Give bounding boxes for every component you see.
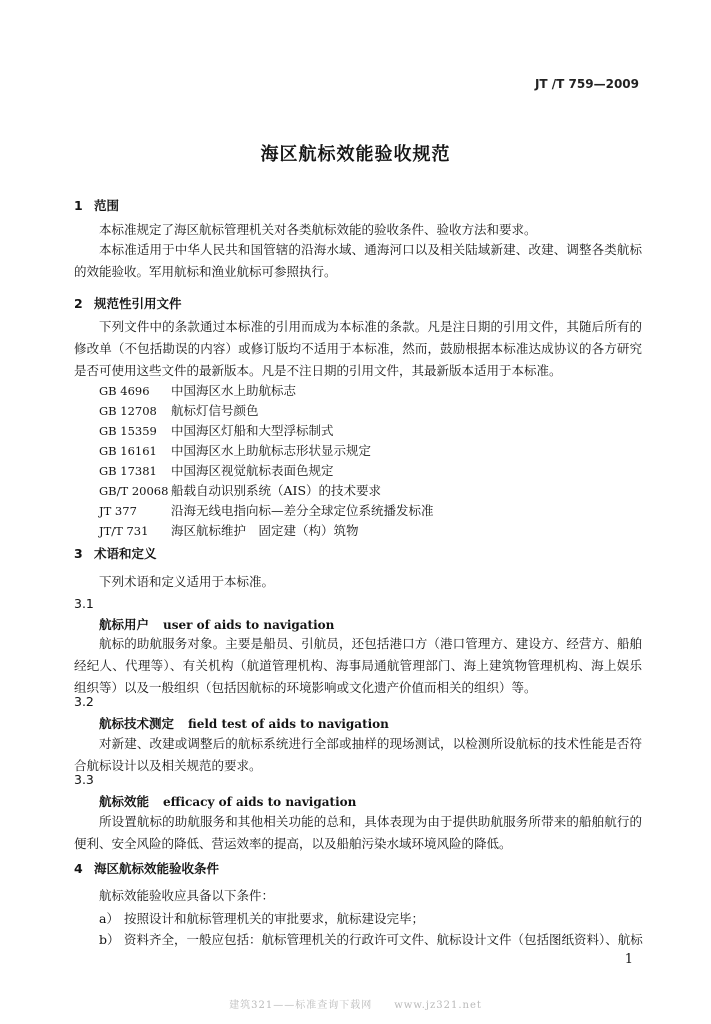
section-1-paragraph-1: 本标准规定了海区航标管理机关对各类航标效能的验收条件、验收方法和要求。 <box>99 222 537 237</box>
section-title: 术语和定义 <box>94 546 157 561</box>
reference-title: 中国海区水上助航标志形状显示规定 <box>171 443 372 458</box>
standard-code: JT /T 759—2009 <box>534 77 639 91</box>
section-number: 4 <box>74 861 83 876</box>
section-number: 3 <box>74 546 83 561</box>
reference-code: GB 16161 <box>99 444 157 458</box>
reference-title: 船载自动识别系统（AIS）的技术要求 <box>171 483 382 498</box>
reference-code: GB 12708 <box>99 404 157 418</box>
page-number: 1 <box>624 952 633 967</box>
section-3-intro: 下列术语和定义适用于本标准。 <box>99 574 275 589</box>
reference-item <box>99 401 434 421</box>
reference-code: GB/T 20068 <box>99 484 169 498</box>
reference-item <box>99 381 434 401</box>
term-definition: 航标的助航服务对象。主要是船员、引航员，还包括港口方（港口管理方、建设方、经营方、船舶经纪人、代理等）、有关机构（航道管理机构、海事局通航管理部门、海上建筑物管理机构、海上娱乐组织等）以及一般组织（包括因航标的环境影响或文化遗产价值而相关的组织）等。 <box>74 636 642 695</box>
section-number: 2 <box>74 296 83 311</box>
term-definition: 对新建、改建或调整后的航标系统进行全部或抽样的现场测试，以检测所设航标的技术性能是否符合航标设计以及相关规范的要求。 <box>74 736 642 773</box>
term-number: 3.2 <box>74 694 94 709</box>
watermark: 建筑321——标准查询下载网 www.jz321.net <box>229 1000 482 1011</box>
section-1-heading <box>74 196 119 214</box>
term-chinese: 航标技术测定 <box>99 716 175 731</box>
term-heading <box>99 714 389 732</box>
list-item <box>99 909 644 927</box>
section-1-paragraph-2: 本标准适用于中华人民共和国管辖的沿海水域、通海河口以及相关陆域新建、改建、调整各类航标的效能验收。军用航标和渔业航标可参照执行。 <box>74 242 642 279</box>
reference-item <box>99 441 434 461</box>
reference-item <box>99 501 434 521</box>
section-4-heading <box>74 859 219 877</box>
reference-title: 中国海区视觉航标表面色规定 <box>171 463 334 478</box>
normative-references-list <box>99 381 434 541</box>
list-marker: b） <box>99 932 120 947</box>
document-title: 海区航标效能验收规范 <box>260 144 451 165</box>
list-item <box>99 930 644 948</box>
reference-title: 海区航标维护 固定建（构）筑物 <box>171 523 359 538</box>
reference-code: GB 15359 <box>99 424 157 438</box>
list-text: 按照设计和航标管理机关的审批要求，航标建设完毕； <box>124 911 425 926</box>
section-2-intro: 下列文件中的条款通过本标准的引用而成为本标准的条款。凡是注日期的引用文件，其随后所有的修改单（不包括勘误的内容）或修订版均不适用于本标准，然而，鼓励根据本标准达成协议的各方研究是否可使用这些文件的最新版本。凡是不注日期的引用文件，其最新版本适用于本标准。 <box>74 319 642 378</box>
reference-title: 中国海区灯船和大型浮标制式 <box>171 423 334 438</box>
list-marker: a） <box>99 911 119 926</box>
term-english: efficacy of aids to navigation <box>163 795 357 809</box>
section-title: 规范性引用文件 <box>94 296 182 311</box>
section-number: 1 <box>74 198 83 213</box>
reference-item <box>99 461 434 481</box>
term-english: field test of aids to navigation <box>188 717 389 731</box>
section-title: 海区航标效能验收条件 <box>94 861 220 876</box>
section-title: 范围 <box>94 198 120 213</box>
reference-item <box>99 421 434 441</box>
section-2-heading <box>74 294 182 312</box>
term-number: 3.1 <box>74 596 94 611</box>
reference-code: GB 17381 <box>99 464 157 478</box>
term-chinese: 航标用户 <box>99 617 150 632</box>
list-text: 资料齐全，一般应包括：航标管理机关的行政许可文件、航标设计文件（包括图纸资料）、航标 <box>124 932 643 947</box>
reference-title: 中国海区水上助航标志 <box>171 383 297 398</box>
term-heading <box>99 792 356 810</box>
reference-title: 沿海无线电指向标—差分全球定位系统播发标准 <box>171 503 434 518</box>
term-definition: 所设置航标的助航服务和其他相关功能的总和，具体表现为由于提供助航服务所带来的船舶航行的便利、安全风险的降低、营运效率的提高，以及船舶污染水域环境风险的降低。 <box>74 814 642 851</box>
section-3-heading <box>74 544 157 562</box>
reference-code: GB 4696 <box>99 384 150 398</box>
term-number: 3.3 <box>74 772 94 787</box>
term-english: user of aids to navigation <box>163 618 335 632</box>
reference-item <box>99 481 434 501</box>
term-chinese: 航标效能 <box>99 794 150 809</box>
reference-code: JT/T 731 <box>99 524 149 538</box>
term-heading <box>99 615 334 633</box>
section-4-intro: 航标效能验收应具备以下条件： <box>99 888 275 903</box>
reference-title: 航标灯信号颜色 <box>171 403 259 418</box>
reference-code: JT 377 <box>99 504 137 518</box>
reference-item <box>99 521 434 541</box>
